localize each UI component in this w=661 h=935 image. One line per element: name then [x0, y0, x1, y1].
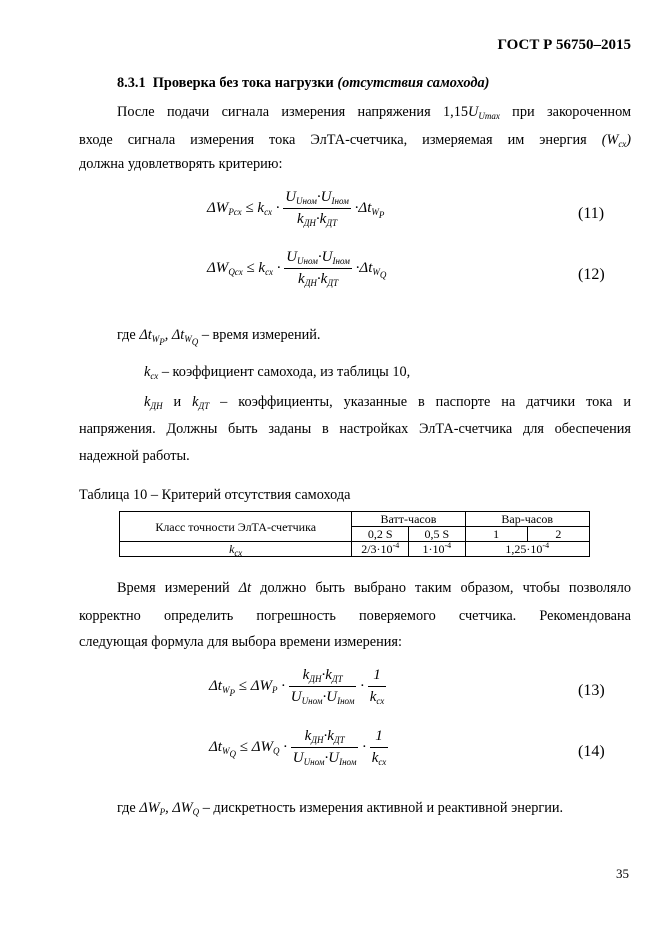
table-caption: Таблица 10 – Критерий отсутствия самохода: [79, 487, 351, 503]
paragraph-line: Время измерений Δt должно быть выбрано таким образом, чтобы позволяло: [117, 580, 631, 596]
table-class-cell: 0,5 S: [409, 527, 465, 542]
paragraph-line: [117, 101, 631, 123]
paragraph-line: [79, 129, 631, 151]
fraction: $\frac{k_{ДН}\cdot k_{ДТ}}{U_{Uном}\cdot U_{Iном}}$: [290, 667, 355, 706]
symbol: $(W_{сх})$: [601, 132, 631, 149]
paragraph-line: надежной работы.: [79, 448, 190, 464]
table-value-cell: $2/3\cdot 10^{-4}$: [352, 542, 409, 557]
fraction: $\frac{k_{ДН}\cdot k_{ДТ}}{U_{Uном}\cdot U_{Iном}}$: [292, 728, 357, 767]
where-clause: $k_{сх}$ – коэффициент самохода, из таблицы 10,: [144, 364, 411, 381]
equation-number: (11): [578, 205, 605, 222]
equation-12: $\Delta W_{Qсх} \le k_{сх}$ · $\frac{U_{Uном}\cdot U_{Iном}}{k_{ДН}\cdot k_{ДТ}}$ $\cdot\Delta t_{W_Q}$: [207, 249, 387, 288]
table-row-label: $k_{сх}$: [120, 542, 352, 557]
equation-number: (12): [578, 266, 605, 283]
table-header-reactive: Вар-часов: [465, 512, 589, 527]
text: при закороченном: [512, 104, 631, 120]
paragraph-line: напряжения. Должны быть заданы в настройках ЭлТА-счетчика для обеспечения: [79, 421, 631, 437]
table-value-cell: $1\cdot 10^{-4}$: [409, 542, 465, 557]
table-class-cell: 1: [465, 527, 527, 542]
table-header-active: Ватт-часов: [352, 512, 465, 527]
equation-13: $\Delta t_{W_P} \le \Delta W_P$ · $\frac{k_{ДН}\cdot k_{ДТ}}{U_{Uном}\cdot U_{Iном}}$ · $\frac{1}{k_{сх}}$: [209, 667, 385, 706]
where-clause: где $\Delta W_P$, $\Delta W_Q$ – дискретность измерения активной и реактивной энергии.: [117, 800, 564, 817]
paragraph-line: корректно определить погрешность поверяемого счетчика. Рекомендована: [79, 608, 631, 624]
fraction: $\frac{1}{k_{сх}}$: [369, 667, 385, 706]
document-id: ГОСТ Р 56750–2015: [497, 37, 631, 53]
where-clause: $k_{ДН}$ и $k_{ДТ}$ – коэффициенты, указанные в паспорте на датчики тока и: [144, 394, 631, 411]
where-clause: где $\Delta t_{W_P}$, $\Delta t_{W_Q}$ – время измерений.: [117, 327, 321, 347]
section-title-italic: (отсутствия самохода): [337, 75, 490, 91]
table-header-class: Класс точности ЭлТА-счетчика: [120, 512, 352, 542]
section-number: 8.3.1: [117, 75, 146, 91]
equation-number: (13): [578, 682, 605, 699]
equation-14: $\Delta t_{W_Q} \le \Delta W_Q$ · $\frac{k_{ДН}\cdot k_{ДТ}}{U_{Uном}\cdot U_{Iном}}$ · $\frac{1}{k_{сх}}$: [209, 728, 387, 767]
fraction: $\frac{1}{k_{сх}}$: [371, 728, 387, 767]
paragraph-line: должна удовлетворять критерию:: [79, 156, 283, 172]
text: входе сигнала измерения тока ЭлТА-счетчика, измеряемая им энергия: [79, 132, 587, 148]
section-title: Проверка без тока нагрузки: [152, 75, 334, 91]
table-value-cell: $1,25\cdot 10^{-4}$: [465, 542, 589, 557]
symbol-subscript: Umax: [478, 111, 500, 121]
equation-11: $\Delta W_{Pсх} \le k_{сх}$ · $\frac{U_{Uном}\cdot U_{Iном}}{k_{ДН}\cdot k_{ДТ}}$ $\cdot\Delta t_{W_P}$: [207, 189, 385, 228]
text: После подачи сигнала измерения напряжения 1,15: [117, 104, 469, 120]
fraction: $\frac{U_{Uном}\cdot U_{Iном}}{k_{ДН}\cdot k_{ДТ}}$: [285, 189, 349, 228]
page-number: 35: [616, 866, 629, 881]
symbol: U: [468, 104, 479, 120]
section-heading: [117, 72, 489, 94]
paragraph-line: следующая формула для выбора времени измерения:: [79, 634, 402, 650]
table-class-cell: 0,2 S: [352, 527, 409, 542]
table-class-cell: 2: [527, 527, 589, 542]
table-10: [119, 511, 590, 557]
fraction: $\frac{U_{Uном}\cdot U_{Iном}}{k_{ДН}\cdot k_{ДТ}}$: [286, 249, 350, 288]
equation-number: (14): [578, 743, 605, 760]
